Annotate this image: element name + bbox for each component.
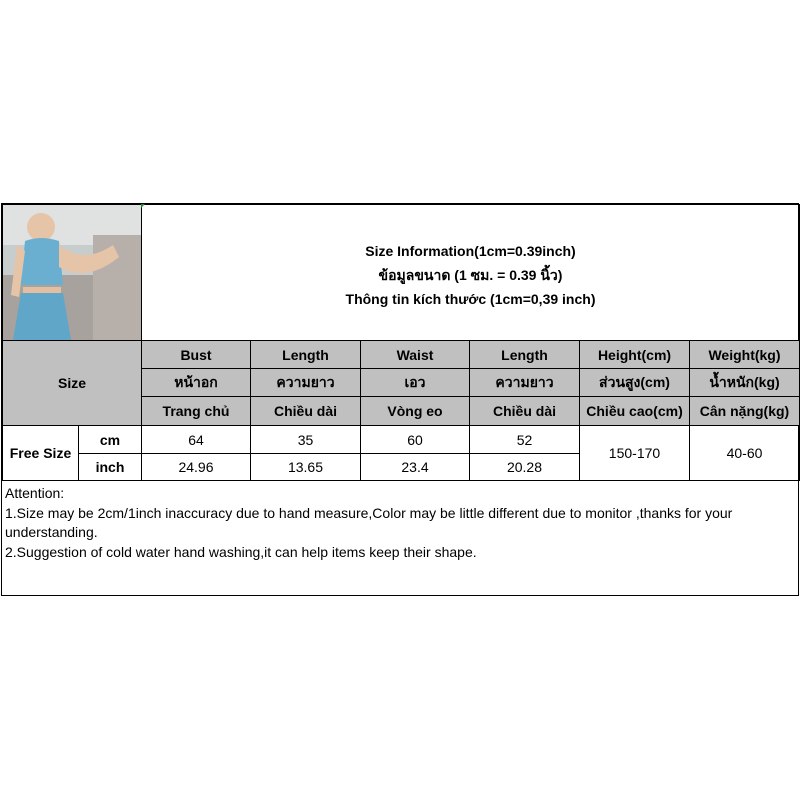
col-header-en: Weight(kg) — [690, 341, 800, 369]
cell-cm-waist: 60 — [361, 426, 470, 454]
size-table — [2, 204, 800, 481]
col-header-en: Length — [251, 341, 361, 369]
cell-inch-length: 13.65 — [251, 454, 361, 481]
size-chart — [1, 203, 799, 596]
product-photo — [3, 205, 142, 341]
unit-cm-label: cm — [79, 426, 142, 454]
col-header-th: ความยาว — [470, 369, 580, 397]
attention-notes — [2, 480, 799, 595]
chart-title — [142, 205, 800, 341]
title-thai: ข้อมูลขนาด (1 ซม. = 0.39 นิ้ว) — [378, 266, 563, 283]
attention-note-2: 2.Suggestion of cold water hand washing,it can help items keep their shape. — [5, 543, 477, 560]
col-header-vi: Chiều cao(cm) — [580, 397, 690, 426]
col-header-en: Waist — [361, 341, 470, 369]
size-name: Free Size — [3, 426, 79, 481]
col-header-vi: Chiều dài — [470, 397, 580, 426]
cell-height: 150-170 — [580, 426, 690, 481]
col-header-vi: Chiều dài — [251, 397, 361, 426]
corner-marker — [141, 204, 145, 208]
size-label: Size — [3, 341, 142, 426]
cell-inch-bust: 24.96 — [142, 454, 251, 481]
cell-inch-waist: 23.4 — [361, 454, 470, 481]
unit-inch-label: inch — [79, 454, 142, 481]
col-header-en: Bust — [142, 341, 251, 369]
col-header-en: Length — [470, 341, 580, 369]
attention-note-1: 1.Size may be 2cm/1inch inaccuracy due to hand measure,Color may be little different due to monitor ,thanks for your understanding. — [5, 504, 733, 540]
cell-cm-length2: 52 — [470, 426, 580, 454]
col-header-en: Height(cm) — [580, 341, 690, 369]
cell-weight: 40-60 — [690, 426, 800, 481]
cell-inch-length2: 20.28 — [470, 454, 580, 481]
col-header-th: ส่วนสูง(cm) — [580, 369, 690, 397]
col-header-th: หน้าอก — [142, 369, 251, 397]
col-header-vi: Cân nặng(kg) — [690, 397, 800, 426]
model-photo-icon — [3, 205, 142, 340]
title-english: Size Information(1cm=0.39inch) — [365, 242, 576, 259]
cell-cm-bust: 64 — [142, 426, 251, 454]
col-header-th: น้ำหนัก(kg) — [690, 369, 800, 397]
col-header-th: ความยาว — [251, 369, 361, 397]
col-header-th: เอว — [361, 369, 470, 397]
col-header-vi: Vòng eo — [361, 397, 470, 426]
title-vietnamese: Thông tin kích thước (1cm=0,39 inch) — [345, 290, 596, 307]
col-header-vi: Trang chủ — [142, 397, 251, 426]
attention-heading: Attention: — [5, 485, 65, 501]
cell-cm-length: 35 — [251, 426, 361, 454]
